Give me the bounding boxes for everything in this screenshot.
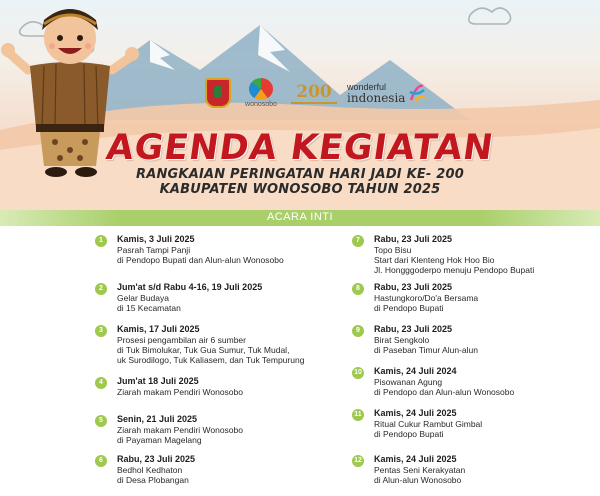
agenda-number-badge: 5: [95, 415, 107, 427]
wonosobo-logo: [241, 78, 281, 108]
agenda-item: [95, 234, 284, 265]
agenda-item: [95, 376, 243, 397]
agenda-date: Kamis, 24 Juli 2024: [374, 366, 457, 376]
agenda-detail: Ziarah makam Pendiri Wonosobo: [117, 425, 243, 435]
agenda-detail: Ziarah makam Pendiri Wonosobo: [117, 387, 243, 397]
agenda-item: [352, 454, 465, 485]
agenda-detail: Pasrah Tampi Panji: [117, 245, 191, 255]
agenda-item: [352, 366, 514, 397]
agenda-number-badge: 9: [352, 325, 364, 337]
agenda-number-badge: 2: [95, 283, 107, 295]
agenda-item: [95, 414, 243, 445]
agenda-date: Rabu, 23 Juli 2025: [374, 324, 453, 334]
agenda-number-badge: 3: [95, 325, 107, 337]
agenda-detail: di Paseban Timur Alun-alun: [374, 345, 478, 355]
agenda-date: Rabu, 23 Juli 2025: [374, 234, 453, 244]
page-title: AGENDA KEGIATAN: [103, 128, 497, 168]
agenda-item: [95, 282, 262, 313]
mascot-character-illustration: [0, 0, 140, 180]
agenda-detail: Topo Bisu: [374, 245, 412, 255]
agenda-number-badge: 4: [95, 377, 107, 389]
agenda-item: [352, 282, 478, 313]
kabupaten-crest-icon: [205, 78, 231, 108]
agenda-detail: Gelar Budaya: [117, 293, 169, 303]
agenda-item: [95, 454, 195, 485]
agenda-detail: di 15 Kecamatan: [117, 303, 181, 313]
wonosobo-logo-text: wonosobo: [245, 101, 277, 108]
wonderful-indonesia-mark-icon: [407, 82, 427, 104]
agenda-detail: Start dari Klenteng Hok Hoo Bio: [374, 255, 495, 265]
agenda-detail: di Alun-alun Wonosobo: [374, 475, 462, 485]
wonderful-text: wonderful: [347, 81, 387, 92]
agenda-detail: di Pendopo Bupati: [374, 303, 444, 313]
agenda-number-badge: 8: [352, 283, 364, 295]
wonosobo-ring-icon: [249, 78, 273, 100]
page-subtitle-line2: KABUPATEN WONOSOBO TAHUN 2025: [159, 182, 441, 197]
agenda-detail: Pentas Seni Kerakyatan: [374, 465, 466, 475]
agenda-date: Kamis, 24 Juli 2025: [374, 408, 457, 418]
agenda-detail: di Pendopo Bupati dan Alun-alun Wonosobo: [117, 255, 284, 265]
agenda-number-badge: 10: [352, 367, 364, 379]
agenda-detail: di Pendopo dan Alun-alun Wonosobo: [374, 387, 515, 397]
agenda-detail: di Desa Plobangan: [117, 475, 189, 485]
agenda-date: Kamis, 17 Juli 2025: [117, 324, 200, 334]
agenda-date: Jum'at 18 Juli 2025: [117, 376, 199, 386]
agenda-date: Jum'at s/d Rabu 4-16, 19 Juli 2025: [117, 282, 263, 292]
agenda-number-badge: 12: [352, 455, 364, 467]
indonesia-text: indonesia: [347, 90, 406, 105]
logo-strip: [205, 78, 427, 108]
wonderful-indonesia-logo: [347, 82, 427, 104]
agenda-item: [352, 234, 534, 275]
agenda-detail: Bedhol Kedhaton: [117, 465, 183, 475]
agenda-detail: Prosesi pengambilan air 6 sumber: [117, 335, 246, 345]
agenda-item: [95, 324, 304, 365]
hero-banner: [0, 0, 600, 210]
agenda-detail: uk Surodilogo, Tuk Kaliasem, dan Tuk Tempurung: [117, 355, 305, 365]
agenda-detail: Hastungkoro/Do'a Bersama: [374, 293, 479, 303]
cloud-ornament-right: [469, 8, 511, 24]
agenda-date: Kamis, 24 Juli 2025: [374, 454, 457, 464]
agenda-detail: di Payaman Magelang: [117, 435, 202, 445]
agenda-date: Senin, 21 Juli 2025: [117, 414, 198, 424]
agenda-number-badge: 7: [352, 235, 364, 247]
anniversary-200-logo: 200: [291, 82, 337, 104]
agenda-detail: Ritual Cukur Rambut Gimbal: [374, 419, 483, 429]
agenda-number-badge: 6: [95, 455, 107, 467]
agenda-detail: di Tuk Bimolukar, Tuk Gua Sumur, Tuk Mudal,: [117, 345, 290, 355]
agenda-detail: Pisowanan Agung: [374, 377, 443, 387]
agenda-date: Rabu, 23 Juli 2025: [374, 282, 453, 292]
page-subtitle-line1: RANGKAIAN PERINGATAN HARI JADI KE- 200: [136, 167, 464, 182]
agenda-date: Rabu, 23 Juli 2025: [117, 454, 196, 464]
agenda-detail: di Pendopo Bupati: [374, 429, 444, 439]
section-label: ACARA INTI: [266, 211, 334, 223]
agenda-detail: Jl. Hongggoderpo menuju Pendopo Bupati: [374, 265, 535, 275]
agenda-number-badge: 1: [95, 235, 107, 247]
agenda-item: [352, 324, 478, 355]
agenda-number-badge: 11: [352, 409, 364, 421]
agenda-item: [352, 408, 482, 439]
agenda-date: Kamis, 3 Juli 2025: [117, 234, 195, 244]
agenda-detail: Birat Sengkolo: [374, 335, 430, 345]
